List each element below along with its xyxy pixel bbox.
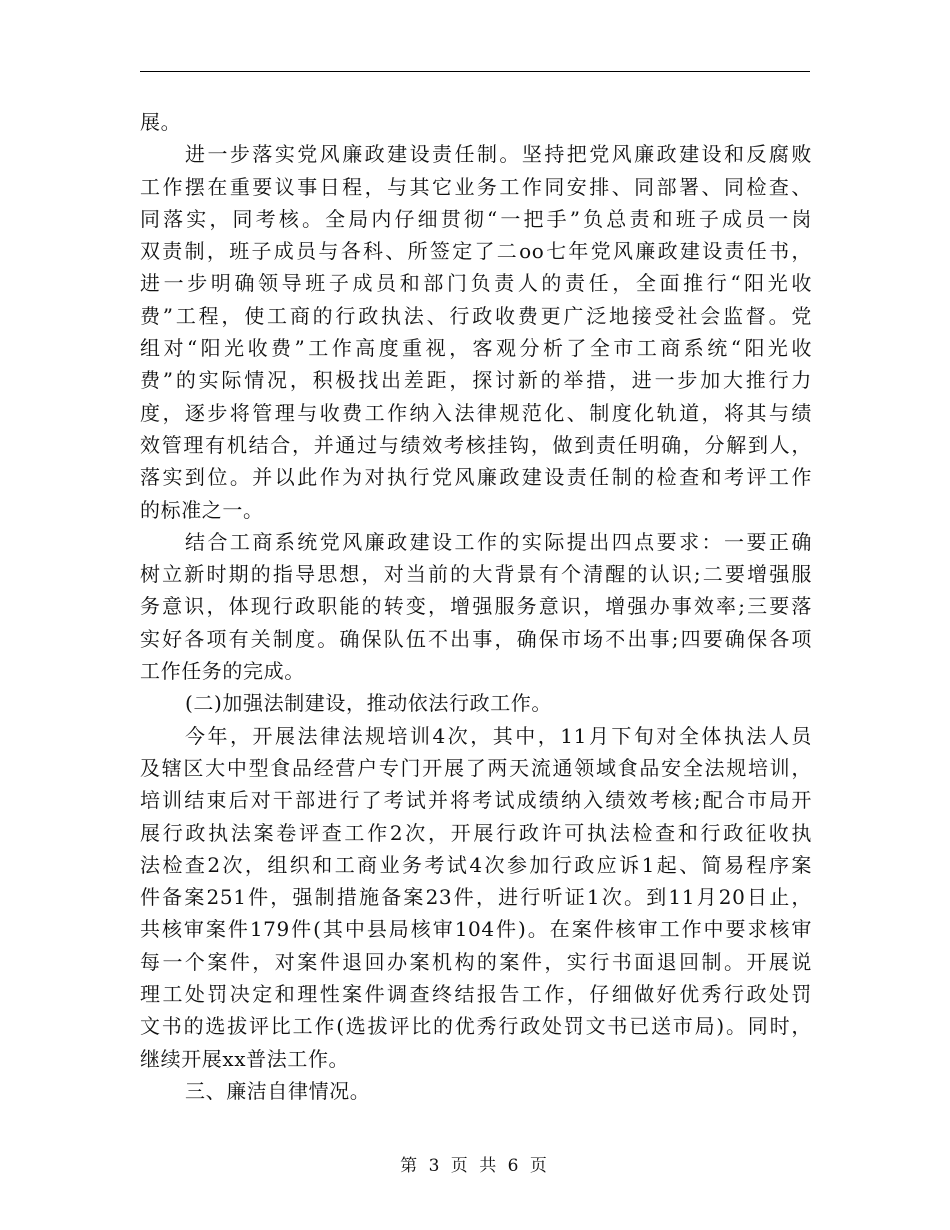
- text-line: 同落实，同考核。全局内仔细贯彻“一把手”负总责和班子成员一岗: [140, 206, 812, 231]
- text-line: 组对“阳光收费”工作高度重视，客观分析了全市工商系统“阳光收: [140, 336, 812, 361]
- text-line: 进一步明确领导班子成员和部门负责人的责任，全面推行“阳光收: [140, 271, 812, 296]
- document-body: [140, 106, 812, 1107]
- text-line: 件备案251件，强制措施备案23件，进行听证1次。到11月20日止，: [140, 885, 812, 910]
- text-line: 的标准之一。: [140, 497, 264, 522]
- text-line: 费”工程，使工商的行政执法、行政收费更广泛地接受社会监督。党: [140, 303, 812, 328]
- header-rule: [140, 71, 810, 72]
- text-line: 文书的选拔评比工作(选拔评比的优秀行政处罚文书已送市局)。同时，: [140, 1014, 812, 1039]
- text-line: 度，逐步将管理与收费工作纳入法律规范化、制度化轨道，将其与绩: [140, 400, 812, 425]
- text-line: 及辖区大中型食品经营户专门开展了两天流通领域食品安全法规培训，: [140, 755, 812, 780]
- text-line: 务意识，体现行政职能的转变，增强服务意识，增强办事效率;三要落: [140, 594, 812, 619]
- text-line: 实好各项有关制度。确保队伍不出事，确保市场不出事;四要确保各项: [140, 626, 812, 651]
- section-heading: (二)加强法制建设，推动依法行政工作。: [185, 691, 553, 716]
- text-line: 双责制，班子成员与各科、所签定了二oo七年党风廉政建设责任书，: [140, 239, 812, 264]
- text-line: 工作任务的完成。: [140, 659, 305, 684]
- text-line: 今年，开展法律法规培训4次，其中，11月下旬对全体执法人员: [185, 723, 812, 748]
- text-line: 工作摆在重要议事日程，与其它业务工作同安排、同部署、同检查、: [140, 174, 812, 199]
- text-line: 结合工商系统党风廉政建设工作的实际提出四点要求：一要正确: [185, 529, 812, 554]
- text-line: 展。: [140, 110, 182, 134]
- text-line: 树立新时期的指导思想，对当前的大背景有个清醒的认识;二要增强服: [140, 562, 812, 587]
- text-line: 落实到位。并以此作为对执行党风廉政建设责任制的检查和考评工作: [140, 465, 812, 490]
- text-line: 培训结束后对干部进行了考试并将考试成绩纳入绩效考核;配合市局开: [140, 788, 812, 813]
- text-line: 效管理有机结合，并通过与绩效考核挂钩，做到责任明确，分解到人，: [140, 432, 812, 457]
- text-line: 法检查2次，组织和工商业务考试4次参加行政应诉1起、简易程序案: [140, 852, 812, 877]
- text-line: 理工处罚决定和理性案件调查终结报告工作，仔细做好优秀行政处罚: [140, 982, 812, 1007]
- text-line: 费”的实际情况，积极找出差距，探讨新的举措，进一步加大推行力: [140, 368, 812, 393]
- text-line: 共核审案件179件(其中县局核审104件)。在案件核审工作中要求核审: [140, 917, 812, 942]
- text-line: 每一个案件，对案件退回办案机构的案件，实行书面退回制。开展说: [140, 949, 812, 974]
- text-line: 继续开展xx普法工作。: [140, 1046, 350, 1071]
- section-heading: 三、廉洁自律情况。: [185, 1078, 371, 1103]
- text-line: 展行政执法案卷评查工作2次，开展行政许可执法检查和行政征收执: [140, 820, 812, 845]
- page-number-footer: 第 3 页 共 6 页: [400, 1156, 550, 1176]
- text-line: 进一步落实党风廉政建设责任制。坚持把党风廉政建设和反腐败: [185, 142, 812, 167]
